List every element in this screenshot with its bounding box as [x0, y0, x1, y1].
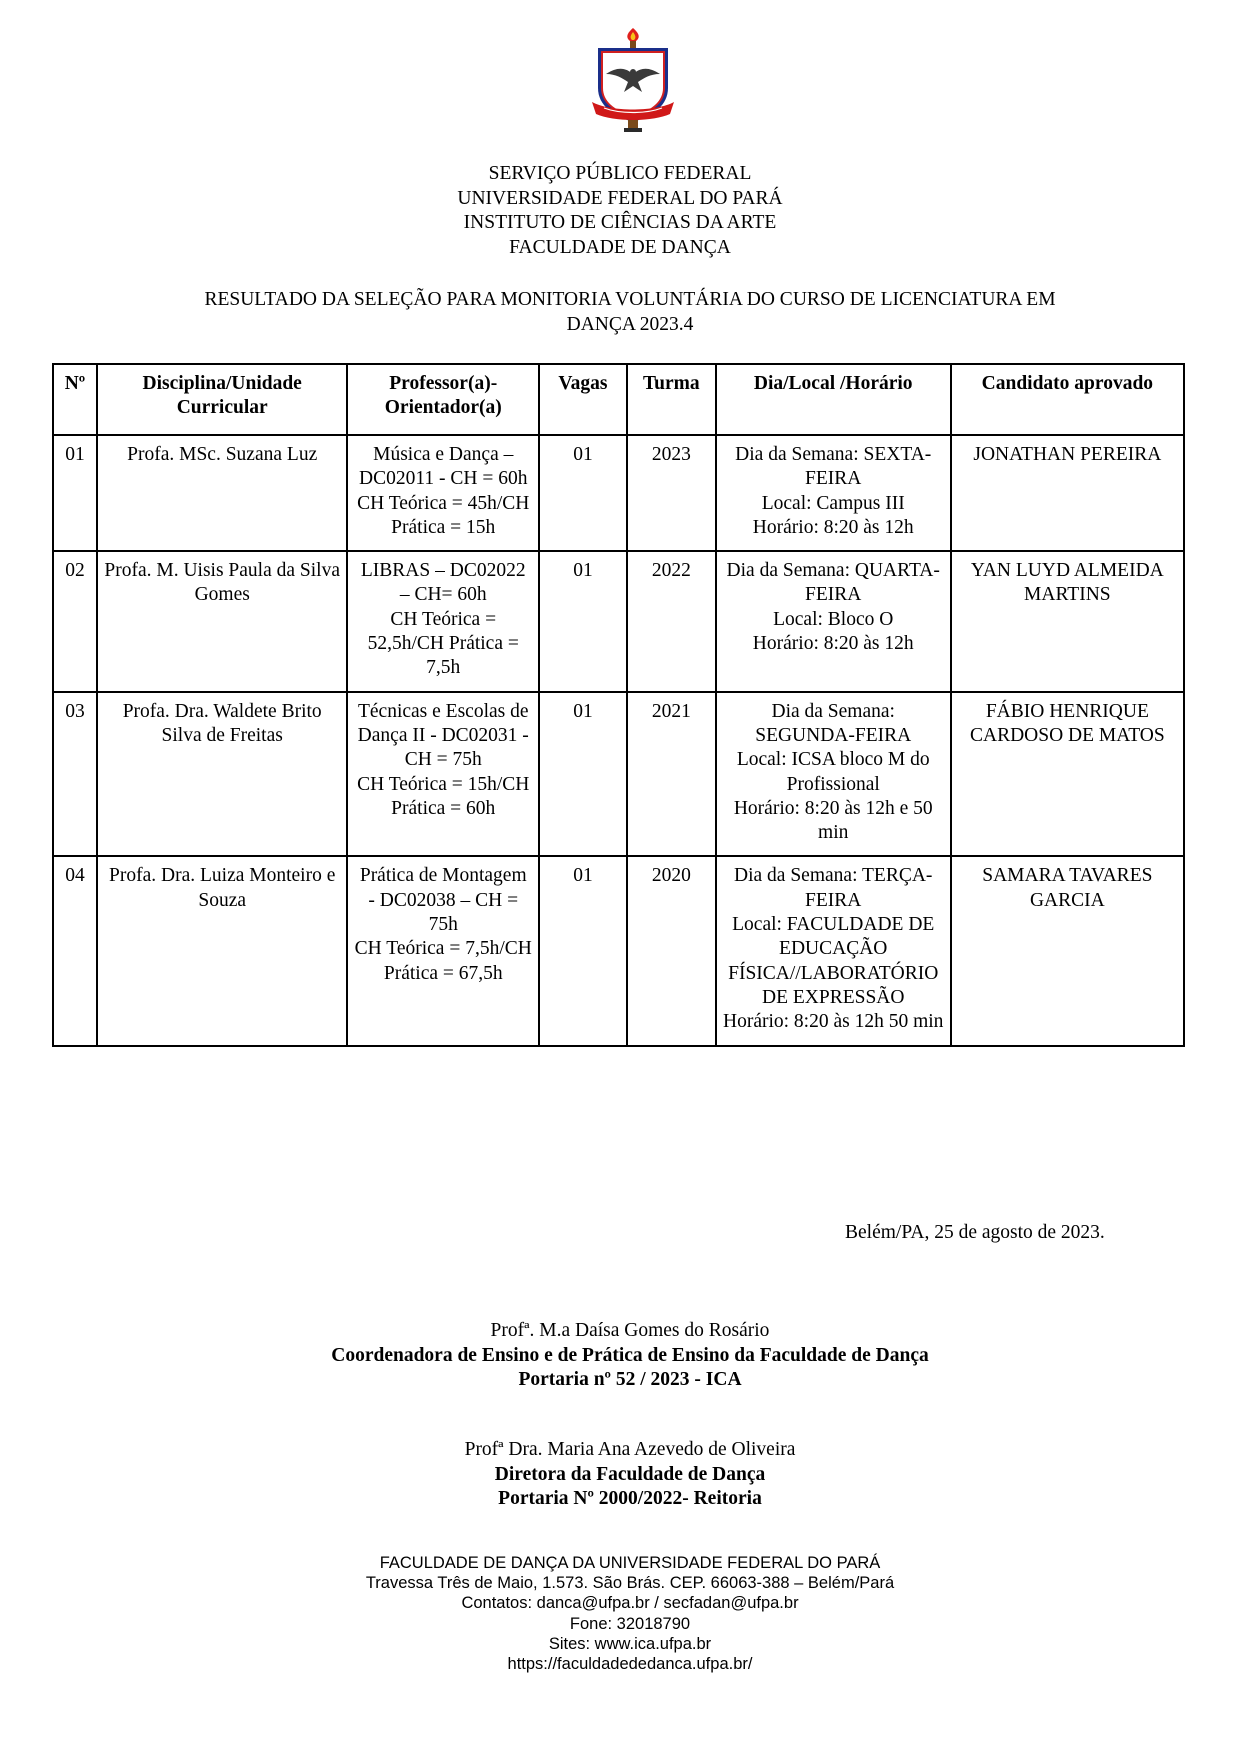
- column-header-candidato: Candidato aprovado: [951, 364, 1184, 435]
- signatory-portaria: Portaria nº 52 / 2023 - ICA: [518, 1369, 742, 1390]
- cell-turma: 2022: [627, 551, 716, 691]
- cell-candidato: SAMARA TAVARES GARCIA: [951, 856, 1184, 1045]
- title-line-1: RESULTADO DA SELEÇÃO PARA MONITORIA VOLUNTÁRIA DO CURSO DE LICENCIATURA EM: [204, 289, 1056, 310]
- cell-num: 02: [53, 551, 97, 691]
- table-body: [53, 435, 1184, 1046]
- header-institute: INSTITUTO DE CIÊNCIAS DA ARTE: [463, 212, 777, 233]
- document-title: [160, 288, 1100, 337]
- footer-site: Sites: www.ica.ufpa.br: [548, 1634, 712, 1653]
- cell-candidato: JONATHAN PEREIRA: [951, 435, 1184, 551]
- ufpa-logo: [590, 28, 676, 136]
- footer-address: Travessa Três de Maio, 1.573. São Brás. CEP. 66063-388 – Belém/Pará: [365, 1574, 895, 1593]
- cell-turma: 2023: [627, 435, 716, 551]
- cell-num: 03: [53, 692, 97, 857]
- footer-url: https://faculdadededanca.ufpa.br/: [507, 1655, 753, 1674]
- results-table: [52, 363, 1185, 1047]
- cell-professor: Técnicas e Escolas de Dança II - DC02031 - CH = 75h CH Teórica = 15h/CH Prática = 60h: [347, 692, 539, 857]
- signatory-role: Coordenadora de Ensino e de Prática de Ensino da Faculdade de Dança: [331, 1344, 929, 1366]
- cell-professor: LIBRAS – DC02022 – CH= 60h CH Teórica = 52,5h/CH Prática = 7,5h: [347, 551, 539, 691]
- column-header-disciplina: Disciplina/Unidade Curricular: [97, 364, 348, 435]
- cell-turma: 2020: [627, 856, 716, 1045]
- signatory-portaria: Portaria Nº 2000/2022- Reitoria: [498, 1488, 762, 1509]
- cell-professor: Música e Dança – DC02011 - CH = 60h CH Teórica = 45h/CH Prática = 15h: [347, 435, 539, 551]
- cell-disciplina: Profa. M. Uisis Paula da Silva Gomes: [97, 551, 348, 691]
- page-footer: [0, 1553, 1240, 1674]
- cell-num: 01: [53, 435, 97, 551]
- signatory-role: Diretora da Faculdade de Dança: [494, 1463, 766, 1485]
- cell-vagas: 01: [539, 856, 627, 1045]
- title-line-2: DANÇA 2023.4: [566, 313, 694, 335]
- column-header-num: Nº: [53, 364, 97, 435]
- cell-dia-local-horario: Dia da Semana: QUARTA-FEIRA Local: Bloco O Horário: 8:20 às 12h: [716, 551, 951, 691]
- cell-disciplina: Profa. Dra. Luiza Monteiro e Souza: [97, 856, 348, 1045]
- column-header-turma: Turma: [627, 364, 716, 435]
- table-row: [53, 435, 1184, 551]
- header-university: UNIVERSIDADE FEDERAL DO PARÁ: [457, 187, 783, 209]
- cell-dia-local-horario: Dia da Semana: SEXTA-FEIRA Local: Campus III Horário: 8:20 às 12h: [716, 435, 951, 551]
- footer-phone: Fone: 32018790: [569, 1614, 691, 1633]
- table-row: [53, 692, 1184, 857]
- ufpa-coat-of-arms-icon: [590, 28, 676, 136]
- cell-vagas: 01: [539, 551, 627, 691]
- cell-disciplina: Profa. MSc. Suzana Luz: [97, 435, 348, 551]
- cell-professor: Prática de Montagem - DC02038 – CH = 75h CH Teórica = 7,5h/CH Prática = 67,5h: [347, 856, 539, 1045]
- cell-disciplina: Profa. Dra. Waldete Brito Silva de Freitas: [97, 692, 348, 857]
- cell-dia-local-horario: Dia da Semana: TERÇA-FEIRA Local: FACULDADE DE EDUCAÇÃO FÍSICA//LABORATÓRIO DE EXPRESSÃO Horário: 8:20 às 12h 50 min: [716, 856, 951, 1045]
- cell-candidato: YAN LUYD ALMEIDA MARTINS: [951, 551, 1184, 691]
- header-faculty: FACULDADE DE DANÇA: [509, 236, 731, 258]
- date-line: Belém/PA, 25 de agosto de 2023.: [845, 1222, 1105, 1243]
- column-header-professor: Professor(a)-Orientador(a): [347, 364, 539, 435]
- table-row: [53, 551, 1184, 691]
- cell-dia-local-horario: Dia da Semana: SEGUNDA-FEIRA Local: ICSA bloco M do Profissional Horário: 8:20 às 12h e 50 min: [716, 692, 951, 857]
- footer-faculty: FACULDADE DE DANÇA DA UNIVERSIDADE FEDERAL DO PARÁ: [379, 1554, 881, 1572]
- institution-header: [0, 162, 1240, 260]
- header-service: SERVIÇO PÚBLICO FEDERAL: [488, 163, 752, 184]
- cell-vagas: 01: [539, 435, 627, 551]
- signatory-name: Profª Dra. Maria Ana Azevedo de Oliveira: [464, 1439, 796, 1460]
- signature-block-coordinator: [0, 1319, 1240, 1393]
- cell-vagas: 01: [539, 692, 627, 857]
- cell-candidato: FÁBIO HENRIQUE CARDOSO DE MATOS: [951, 692, 1184, 857]
- column-header-vagas: Vagas: [539, 364, 627, 435]
- footer-contacts: Contatos: danca@ufpa.br / secfadan@ufpa.br: [461, 1594, 799, 1613]
- signatory-name: Profª. M.a Daísa Gomes do Rosário: [490, 1320, 770, 1341]
- cell-num: 04: [53, 856, 97, 1045]
- cell-turma: 2021: [627, 692, 716, 857]
- table-header-row: [53, 364, 1184, 435]
- column-header-dia-local-horario: Dia/Local /Horário: [716, 364, 951, 435]
- signature-block-director: [0, 1438, 1240, 1512]
- table-row: [53, 856, 1184, 1045]
